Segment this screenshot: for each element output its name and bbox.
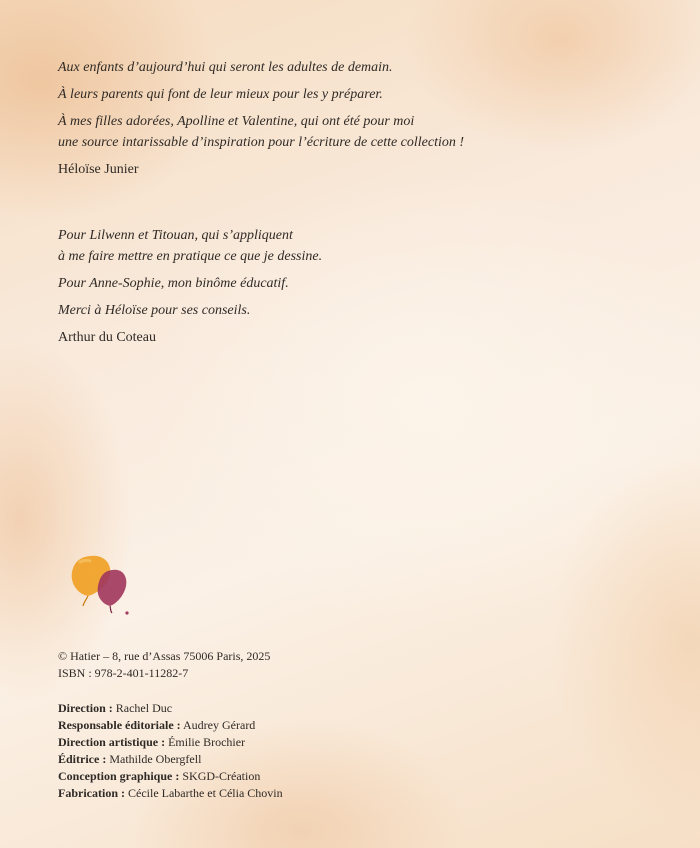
- balloons-icon: [66, 552, 146, 622]
- dedication-author: [58, 58, 658, 179]
- credit-value: Mathilde Obergfell: [106, 752, 202, 766]
- credit-row: [58, 734, 658, 751]
- credit-label: Fabrication :: [58, 786, 125, 800]
- credit-row: [58, 768, 658, 785]
- dedication-line: À leurs parents qui font de leur mieux pour les y préparer.: [58, 87, 383, 102]
- dedication-illustrator: [58, 226, 658, 347]
- credit-value: Audrey Gérard: [180, 718, 256, 732]
- credit-label: Responsable éditoriale :: [58, 718, 181, 732]
- credit-row: [58, 751, 658, 768]
- credit-value: Émilie Brochier: [165, 735, 246, 749]
- credit-value: SKGD-Création: [179, 769, 261, 783]
- author-signature: Héloïse Junier: [58, 162, 139, 177]
- credit-label: Direction artistique :: [58, 735, 166, 749]
- isbn-text: ISBN : 978-2-401-11282-7: [58, 666, 189, 680]
- dedication-line: Pour Anne-Sophie, mon binôme éducatif.: [58, 276, 289, 291]
- dedication-line: Aux enfants d’aujourd’hui qui seront les adultes de demain.: [58, 60, 393, 75]
- credit-value: Cécile Labarthe et Célia Chovin: [125, 786, 283, 800]
- dedication-line: Merci à Héloïse pour ses conseils.: [58, 303, 251, 318]
- credit-value: Rachel Duc: [112, 701, 173, 715]
- credit-label: Direction :: [58, 701, 113, 715]
- dedication-line: à me faire mettre en pratique ce que je dessine.: [58, 249, 323, 264]
- credit-row: [58, 700, 658, 717]
- illustrator-signature: Arthur du Coteau: [58, 330, 156, 345]
- credits-block: [58, 648, 658, 802]
- dedication-line: À mes filles adorées, Apolline et Valentine, qui ont été pour moi: [58, 114, 415, 129]
- credit-row: [58, 717, 658, 734]
- credit-label: Éditrice :: [58, 752, 107, 766]
- credit-label: Conception graphique :: [58, 769, 180, 783]
- credit-row: [58, 785, 658, 802]
- dedication-line: Pour Lilwenn et Titouan, qui s’appliquent: [58, 228, 293, 243]
- dedication-line: une source intarissable d’inspiration pour l’écriture de cette collection !: [58, 135, 465, 150]
- copyright-text: © Hatier – 8, rue d’Assas 75006 Paris, 2025: [58, 649, 271, 663]
